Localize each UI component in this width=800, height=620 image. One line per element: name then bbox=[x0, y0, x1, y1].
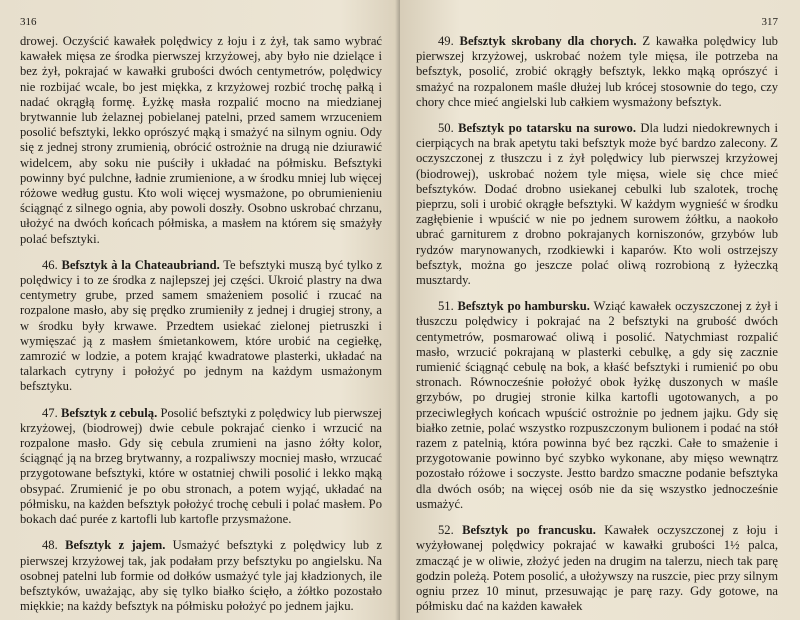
recipe-paragraph bbox=[416, 523, 778, 614]
recipe-number: 52. bbox=[438, 523, 454, 538]
recipe-number: 47. bbox=[42, 405, 58, 420]
recipe-51 bbox=[416, 299, 778, 512]
recipe-text: Wziąć kawałek oczyszczonej z żył i tłuszczu polędwicy i pokrajać na 2 befsztyki na grubość dwóch centymetrów, posmarować oliwą i posolić. Natychmiast rozpalić masło, wrzucić pokrajaną w plasterki cebulkę, a gdy się zacznie rumienić ściągnąć cebulę na bok, a kłaść befsztyki i rumienić po obu stronach. Równocześnie położyć obok łyżkę duszonych w maśle grzybów, po drugiej stronie kilka kartofli ugotowanych, a po przeciwległych końcach wpuścić ostrożnie po jednem jajku. Gdy się białko zetnie, polać wszystko rozpuszczonym bulionem i podać na stół razem z patelnią, która powinna być bez rączki. Całe to smażenie i przygotowanie powinno być szybko wykonane, aby mięso wewnątrz pozostało różowe i soczyste. Jestto bardzo smaczne podanie befsztyka dla dwóch osób; na więcej osób nie da się wszystko jednocześnie usmażyć. bbox=[416, 299, 778, 511]
recipe-text: Dla ludzi niedokrewnych i cierpiących na brak apetytu taki befsztyk może być bardzo zalecony. Z oczyszczonej z tłuszczu i z żył polędwicy lub pierwszej krzyżowej (biodrowej), uskrobać nożem tyle mięsa, wiele się chce mieć befsztyków. Dodać drobno usiekanej cebulki lub szalotek, trochę pieprzu, soli i urobić okrągłe befsztyki. W każdym wygnieść w środku zagłębienie i wpuścić w nie po jednem surowem żółtku, a naokoło ubrać garniturem z drobno pokrajanych korniszonów, grzybów lub rydzów marynowanych, rzodkiewki i kaparów. Kto woli ostrzejszy befsztyk, można go jeszcze polać oliwą rozrobioną z łyżeczką musztardy. bbox=[416, 121, 778, 288]
recipe-paragraph bbox=[416, 121, 778, 288]
continued-paragraph: drowej. Oczyścić kawałek polędwicy z łoju i z żył, tak samo wybrać kawałek mięsa ze środka pierwszej krzyżowej, aby było nie dzielące i bez żył, pokrajać w kawałki grubości dwóch centymetrów, polędwicy nie rozbijać wcale, bo jest miękka, z krzyżowej rozbić trochę pałką i nadać okrągłą formę. Łyżkę masła rozpalić mocno na miedzianej brytwannie lub żelaznej pobielanej patelni, przed samem wrzuceniem posolić befsztyki, lekko oprószyć mąką i smażyć na silnym ogniu. Ody się z jednej strony zrumienią, obrócić ostrożnie na drugą nie dziurawić widelcem, aby soku nie puściły i układać na półmisku. Befsztyki powinny być pulchne, ładnie zrumienione, a w środku mniej lub więcej różowe według gustu. Kto woli więcej wysmażone, po obrumienieniu ściągnąć z silnego ognia, aby powoli doszły. Osobno uskrobać chrzanu, ułożyć na dwóch końcach półmiska, a masłem na którem się smażyły polać befsztyki. bbox=[20, 34, 382, 246]
recipe-number: 46. bbox=[42, 257, 58, 272]
recipe-paragraph bbox=[20, 406, 382, 528]
recipe-title: Befsztyk z jajem. bbox=[65, 538, 166, 553]
recipe-text: Posolić befsztyki z polędwicy lub pierwszej krzyżowej, (biodrowej) dwie cebule pokrajać cienko i wrzucić na rozpalone masło. Gdy się cebula zrumieni na jasno żółty kolor, ściągnąć ją na brzeg brytwanny, a rozpaliwszy mocniej masło, wrzucać przygotowane befsztyki, które w ostatniej chwili posolić i lekko mąką obsypać. Zrumienić je po obu stronach, a potem wyjąć, układać na półmisku, na każden befsztyk położyć trochę cebuli i polać masłem. Po bokach dać purée z kartofli lub kartofle przysmażone. bbox=[20, 405, 383, 527]
recipe-paragraph bbox=[416, 34, 778, 110]
recipe-50 bbox=[416, 121, 778, 288]
recipe-48 bbox=[20, 538, 382, 614]
recipe-title: Befsztyk po tatarsku na surowo. bbox=[458, 121, 636, 136]
recipe-text: Z kawałka polędwicy lub pierwszej krzyżowej, uskrobać nożem tyle mięsa, ile potrzeba na befsztyk, posolić, zrobić okrągły befsztyk, lekko mąką oprószyć i smażyć na rozpalonem maśle dłużej lub krócej stosownie do tego, czy chory chce mieć angielski lub całkiem wysmażony befsztyk. bbox=[416, 34, 778, 109]
recipe-46 bbox=[20, 258, 382, 395]
page-number-left: 316 bbox=[20, 16, 37, 28]
recipe-49 bbox=[416, 34, 778, 110]
recipe-52 bbox=[416, 523, 778, 614]
recipe-number: 49. bbox=[438, 34, 454, 48]
recipe-title: Befsztyk à la Chateaubriand. bbox=[61, 257, 220, 272]
recipe-text: Usmażyć befsztyki z polędwicy lub z pierwszej krzyżowej tak, jak podałam przy befsztyku po angielsku. Na osobnej patelni lub formie od dołków usmażyć tyle jaj kładzionych, ile befsztyków, uważając, aby się tylko białko ścięło, a żółtko pozostało miękkie; na każdy befsztyk na półmisku położyć po jednem jajku. bbox=[20, 538, 382, 614]
recipe-number: 48. bbox=[42, 538, 58, 553]
recipe-text: Kawałek oczyszczonej z łoju i wyżyłowanej polędwicy pokrajać w kawałki grubości 1½ palca, zmacząć je w oliwie, złożyć jeden na drugim na talerzu, niech tak parę godzin poleżą. Potem posolić, a ułożywszy na ruszcie, piec przy silnym ogniu przez 10 minut, przesuwając je parę razy. Gdy gotowe, na półmisku dać na każden kawałek bbox=[416, 523, 778, 614]
recipe-number: 51. bbox=[438, 299, 454, 314]
recipe-title: Befsztyk po francusku. bbox=[462, 523, 596, 538]
recipe-paragraph bbox=[416, 299, 778, 512]
recipe-text: Te befsztyki muszą być tylko z polędwicy i to ze środka z najlepszej jej części. Ukroić plastry na dwa centymetry grube, przed samem smażeniem posolić i rzucać na rozpalone masło, aby się prędko zrumieniły z jednej i drugiej strony, a w środku były krwawe. Przedtem usiekać zielonej pietruszki i wymięszać ją z masłem śmietankowem, które urobić na cegiełkę, zamrozić w lodzie, a potem krająć kwadratowe plasterki, układać na talarkach cytryny i położyć po jednym na każdym usmażonym befsztyku. bbox=[20, 257, 383, 394]
recipe-number: 50. bbox=[438, 121, 454, 136]
recipe-title: Befsztyk po hambursku. bbox=[457, 299, 590, 314]
recipe-title: Befsztyk skrobany dla chorych. bbox=[459, 34, 637, 48]
recipe-paragraph bbox=[20, 258, 382, 395]
recipe-paragraph bbox=[20, 538, 382, 614]
page-number-right: 317 bbox=[761, 16, 778, 28]
right-page bbox=[400, 0, 800, 620]
recipe-title: Befsztyk z cebulą. bbox=[60, 405, 158, 420]
recipe-47 bbox=[20, 406, 382, 528]
